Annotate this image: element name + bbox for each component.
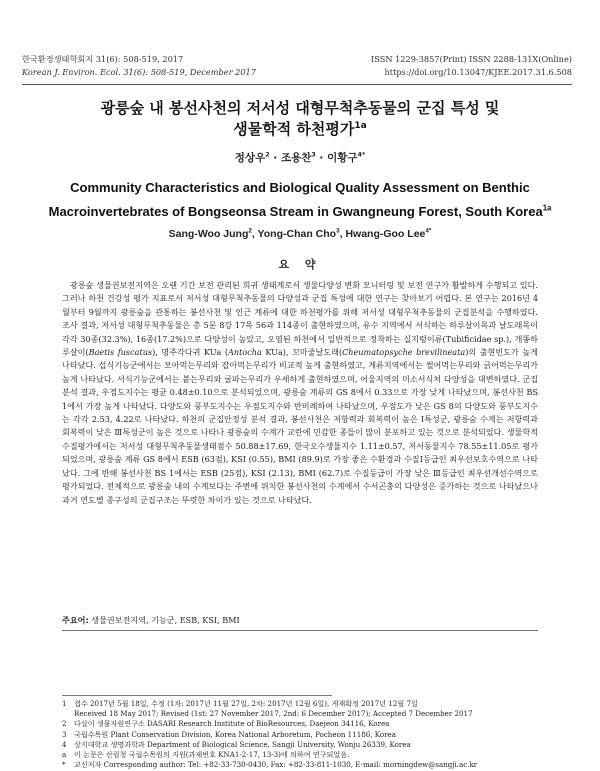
korean-title — [40, 98, 560, 140]
keywords-list: 생물권보전지역, 기능군, ESB, KSI, BMI — [88, 615, 240, 625]
korean-title-line1: 광릉숲 내 봉선사천의 저서성 대형무척추동물의 군집 특성 및 — [100, 99, 500, 117]
footnote-divider — [62, 695, 332, 696]
author-name: Yong-Chan Cho — [257, 228, 337, 240]
english-title-line1: Community Characteristics and Biological Quality Assessment on Benthic — [70, 180, 530, 195]
footnote-item: 3 국립수목원 Plant Conservation Division, Korea National Arboretum, Pocheon 11186, Korea — [62, 729, 396, 739]
english-authors: Sang-Woo Jung$^2$, Yong-Chan Cho$^3$, Hwang-Goo Lee$^{4*}$ — [168, 227, 432, 240]
journal-identifiers — [371, 53, 572, 78]
author-name: 이황구 — [327, 152, 358, 164]
footnote-item: * 교신저자 Corresponding author: Tel: +82-33-730-0430, Fax: +82-33-811-1030, E-mail: morningdew@sangji.ac.kr — [62, 760, 478, 770]
author-name: 조용찬 — [280, 152, 312, 164]
korean-title-line2: 생물학적 하천평가$^{1a}$ — [233, 120, 367, 138]
header-divider — [22, 84, 572, 85]
footnote-item: 1 접수 2017년 5월 18일, 수정 (1차: 2017년 11월 27일, 2차: 2017년 12월 6일), 게재확정 2017년 12월 7일 — [62, 699, 418, 708]
abstract-body: 광릉숲 생물권보전지역은 오랜 기간 보전 관리된 희귀 생태계로서 생물다양성 변화 모니터링 및 보전 연구가 활발하게 수행되고 있다. 그러나 하천 건강성 평가 지표로서 저서성 대형무척추동물의 다양성과 군집 특성에 대한 연구는 찾아보기 어렵다. 본 연구는 2016년 4월부터 9월까지 광릉숲을 관통하는 봉선사천 및 인근 계류에 대한 하천평가를 위해 저서성 대형무척추동물의 군집분석을 수행하였다. 조사 결과, 저서성 대형무척추동물은 총 5문 8강 17목 56과 114종이 출현하였으며, 유수 지역에서 서식하는 하루살이목과 날도래목이 각각 30종(32.3%), 16종(17.2%)으로 다양성이 높았고, 오염된 하천에서 일반적으로 정착하는 실지렁이류(Tubificidae sp.), 개똥하루살이(Baetis fuscatus), 명주각다귀 KUa (Antocha KUa), 꼬마줄날도래(Cheumatopsyche brevilineata)의 출현빈도가 높게 나타났다. 섭식기능군에서는 모아먹는무리와 잡아먹는무리가 비교적 높게 출현하였고, 계류지역에서는 썰어먹는무리와 긁어먹는무리가 높게 나타났다. 서식기능군에서는 붙는무리와 굴파는무리가 우세하게 출현하였으며, 어울지역의 미소서식처 다양성을 대변하였다. 군집분석 결과, 우점도지수는 평균 0.48±0.10으로 분석되었으며, 광릉숲 계류의 GS 8에서 0.33으로 가장 낮게 나타났으며, 봉선사천 BS 1에서 가장 높게 나타났다. 다양도와 풍부도지수는 우점도지수와 반비례하여 나타났으며, 우점도가 낮은 GS 8의 다양도와 풍부도지수는 각각 2.53, 4.22로 나타났다. 하천의 군집안정성 분석 결과, 봉선사천은 저항력과 회복력이 높은 I특성군, 광릉숲 수계는 저항력과 회복력이 낮은 Ⅲ특성군이 높은 것으로 나타나 광릉숲의 수계가 교란에 민감한 종들이 많이 분포하고 있는 것으로 분석되었다. 생물학적 수질평가에서는 저서성 대형무척추동물생태점수 50.88±17.69, 한국오수생물지수 1.11±0.57, 저서동물지수 78.55±11.05로 평가되었으며, 광릉숲 계류 GS 8에서 ESB (63점), KSI (0.55), BMI (89.9)로 가장 좋은 수환경과 수질Ⅰ등급인 최우선보호수역으로 나타났다. 그에 반해 봉선사천 BS 1에서는 ESB (25점), KSI (2.13), BMI (62.7)로 수질등급이 가장 낮은 Ⅲ등급인 최우선개선수역으로 평가되었다. 전체적으로 광릉숲 내의 수계보다는 주변에 위치한 봉선사천의 수계에서 수서곤충의 다양성은 증가하는 것으로 나타났으나 과거 연도별 종구성의 군집구조는 뚜렷한 차이가 있는 것으로 나타났다. — [62, 280, 538, 505]
abstract-heading: 요 약 — [278, 258, 322, 271]
footnote-item: a 이 논문은 산림청 국립수목원의 지원(과제번호 KNA1-2-17, 13-3)에 의하여 연구되었음. — [62, 750, 350, 760]
journal-citation-kr: 한국환경생태학회지 31(6): 508-519, 2017 — [22, 54, 184, 64]
doi-link[interactable]: https://doi.org/10.13047/KJEE.2017.31.6.508 — [384, 66, 572, 77]
keywords — [62, 615, 538, 626]
footnote-item-cont: Received 18 May 2017; Revised (1st: 27 November 2017, 2nd: 6 December 2017); Accepted 7 December 2017 — [74, 709, 473, 719]
journal-citation-en: Korean J. Environ. Ecol. 31(6): 508-519, December 2017 — [22, 66, 256, 77]
issn: ISSN 1229-3857(Print) ISSN 2288-131X(Online) — [371, 54, 572, 64]
author-name: Sang-Woo Jung — [168, 228, 249, 240]
footnotes — [62, 699, 538, 770]
title-footnote-mark: 1a — [354, 121, 367, 131]
abstract-divider — [62, 630, 538, 631]
english-title-line2: Macroinvertebrates of Bongseonsa Stream in Gwangneung Forest, South Korea$^{1a}$ — [48, 203, 552, 219]
footnote-item: 4 상지대학교 생명과학과 Department of Biological Science, Sangji University, Wonju 26339, Korea — [62, 739, 411, 749]
keywords-label: 주요어: — [62, 615, 89, 625]
footnote-item: 2 다살이 생물자원연구소 DASARI Research Institute of BioResources, Daejeon 34116, Korea — [62, 719, 390, 729]
korean-authors: 정상우$^2$ · 조용찬$^3$ · 이황구$^{4*}$ — [234, 151, 366, 164]
author-name: 정상우 — [234, 152, 266, 164]
author-name: Hwang-Goo Lee — [345, 228, 426, 240]
english-title — [40, 176, 560, 224]
journal-citation — [22, 53, 256, 78]
